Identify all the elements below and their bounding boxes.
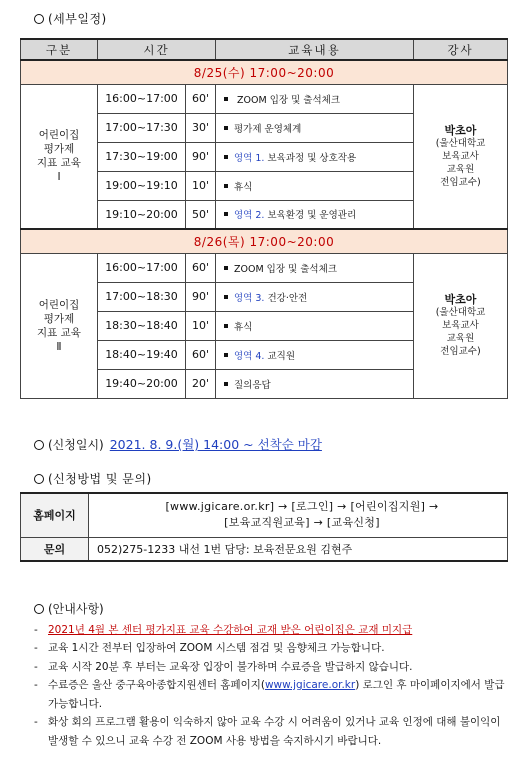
notice-text xyxy=(48,676,509,713)
content-cell xyxy=(216,340,414,369)
content-cell xyxy=(216,142,414,171)
duration-cell: 30' xyxy=(186,113,216,142)
notice-section xyxy=(34,600,509,750)
time-cell: 19:40~20:00 xyxy=(98,369,186,398)
header-category: 구분 xyxy=(21,39,98,60)
header-time: 시간 xyxy=(98,39,216,60)
group-line: Ⅰ xyxy=(57,171,61,184)
duration-cell: 20' xyxy=(186,369,216,398)
day1-group xyxy=(21,84,98,229)
square-bullet-icon xyxy=(224,382,228,386)
content-cell xyxy=(216,113,414,142)
group-line: 어린이집 xyxy=(38,298,80,311)
content-cell xyxy=(216,311,414,340)
content-cell xyxy=(216,369,414,398)
duration-cell: 50' xyxy=(186,200,216,229)
lecturer-line: 보육교사 xyxy=(442,150,479,162)
time-cell: 18:40~19:40 xyxy=(98,340,186,369)
dash-bullet: - xyxy=(34,623,38,636)
content-text: 건강·안전 xyxy=(267,292,308,304)
day2-date: 8/26(목) 17:00~20:00 xyxy=(21,229,508,253)
time-cell: 16:00~17:00 xyxy=(98,84,186,113)
content-cell xyxy=(216,171,414,200)
day2-group xyxy=(21,253,98,398)
notice-text: 화상 회의 프로그램 활용이 익숙하지 않아 교육 수강 시 어려움이 있거나 교육 인정에 대해 불이익이 발생할 수 있으니 교육 수강 전 ZOOM 사용 방법을 숙지하시기 바랍니다. xyxy=(48,716,501,747)
day1-date: 8/25(수) 17:00~20:00 xyxy=(21,60,508,84)
content-text: 보육환경 및 운영관리 xyxy=(267,210,357,222)
group-line: 평가제 xyxy=(43,143,75,156)
circle-bullet-icon xyxy=(34,604,44,614)
group-line: 평가제 xyxy=(43,312,75,325)
homepage-line: [보육교직원교육] → [교육신청] xyxy=(224,516,380,530)
group-line: 지표 교육 xyxy=(37,157,81,170)
time-cell: 17:00~17:30 xyxy=(98,113,186,142)
duration-cell: 60' xyxy=(186,253,216,282)
duration-cell: 90' xyxy=(186,142,216,171)
list-item xyxy=(34,621,509,640)
notice-text: 교육 1시간 전부터 입장하여 ZOOM 시스템 점검 및 음향체크 가능합니다. xyxy=(48,642,385,654)
square-bullet-icon xyxy=(224,295,228,299)
square-bullet-icon xyxy=(224,97,228,101)
homepage-value xyxy=(89,493,508,537)
table-row xyxy=(21,493,508,537)
content-text: 교직원 xyxy=(267,350,296,362)
contact-value: 052)275-1233 내선 1번 담당: 보육전문요원 김현주 xyxy=(89,537,508,561)
detail-title xyxy=(34,10,107,27)
duration-cell: 90' xyxy=(186,282,216,311)
time-cell: 19:00~19:10 xyxy=(98,171,186,200)
content-cell xyxy=(216,282,414,311)
square-bullet-icon xyxy=(224,126,228,130)
day1-lecturer xyxy=(414,84,508,229)
homepage-link[interactable]: www.jgicare.or.kr xyxy=(264,679,356,691)
square-bullet-icon xyxy=(224,212,228,216)
notice-title-text: (안내사항) xyxy=(48,602,104,616)
list-item xyxy=(34,676,509,713)
group-line: Ⅱ xyxy=(56,340,62,353)
homepage-line: [www.jgicare.or.kr] → [로그인] → [어린이집지원] → xyxy=(165,500,439,514)
lecturer-line: 교육원 xyxy=(446,333,475,344)
notice-text: 2021년 4월 본 센터 평가지표 교육 수강하여 교재 받은 어린이집은 교재 미지급 xyxy=(48,623,413,636)
lecturer-line: (울산대학교 xyxy=(435,307,486,318)
lecturer-line: 교육원 xyxy=(446,163,475,175)
dash-bullet: - xyxy=(34,660,38,673)
content-cell xyxy=(216,253,414,282)
content-prefix: 영역 1. xyxy=(234,152,265,164)
square-bullet-icon xyxy=(224,155,228,159)
homepage-label: 홈페이지 xyxy=(21,493,89,537)
apply-period xyxy=(34,435,322,453)
lecturer-line: 전임교수) xyxy=(440,346,481,357)
duration-cell: 10' xyxy=(186,311,216,340)
lecturer-line: (울산대학교 xyxy=(435,137,486,149)
apply-title: (신청일시) xyxy=(48,438,104,452)
circle-bullet-icon xyxy=(34,440,44,450)
dash-bullet: - xyxy=(34,679,38,691)
content-text: ZOOM 입장 및 출석체크 xyxy=(237,94,340,106)
content-text: ZOOM 입장 및 출석체크 xyxy=(234,263,337,275)
lecturer-name: 박초아 xyxy=(444,123,477,137)
notice-text-part: ) 로그인 후 마이페이지에서 발급 가능합니다. xyxy=(48,679,505,710)
day2-lecturer xyxy=(414,253,508,398)
day1-date-row xyxy=(21,60,508,84)
day2-date-row xyxy=(21,229,508,253)
content-text: 평가제 운영체계 xyxy=(234,123,302,135)
square-bullet-icon xyxy=(224,353,228,357)
table-row xyxy=(21,84,508,113)
content-text: 질의응답 xyxy=(234,379,271,391)
method-title xyxy=(34,470,152,487)
square-bullet-icon xyxy=(224,184,228,188)
notice-title xyxy=(34,600,509,619)
content-text: 휴식 xyxy=(234,181,253,193)
table-row xyxy=(21,537,508,561)
time-cell: 17:00~18:30 xyxy=(98,282,186,311)
contact-label: 문의 xyxy=(21,537,89,561)
header-lecturer: 강사 xyxy=(414,39,508,60)
lecturer-line: 전임교수) xyxy=(440,176,481,188)
list-item xyxy=(34,713,509,750)
duration-cell: 60' xyxy=(186,84,216,113)
time-cell: 18:30~18:40 xyxy=(98,311,186,340)
group-line: 어린이집 xyxy=(38,129,80,142)
schedule-table xyxy=(20,38,508,399)
dash-bullet: - xyxy=(34,642,38,654)
circle-bullet-icon xyxy=(34,14,44,24)
square-bullet-icon xyxy=(224,266,228,270)
notice-text: 교육 시작 20분 후 부터는 교육장 입장이 불가하며 수료증을 발급하지 않습니다. xyxy=(48,660,413,673)
apply-date: 2021. 8. 9.(월) 14:00 ~ 선착순 마감 xyxy=(109,437,322,452)
duration-cell: 60' xyxy=(186,340,216,369)
content-cell xyxy=(216,200,414,229)
lecturer-name: 박초아 xyxy=(444,293,477,306)
header-content: 교육내용 xyxy=(216,39,414,60)
table-row xyxy=(21,253,508,282)
content-prefix: 영역 2. xyxy=(234,210,265,222)
schedule-header-row xyxy=(21,39,508,60)
time-cell: 19:10~20:00 xyxy=(98,200,186,229)
list-item xyxy=(34,639,509,658)
lecturer-line: 보육교사 xyxy=(442,320,479,331)
content-prefix: 영역 3. xyxy=(234,292,265,304)
list-item xyxy=(34,658,509,677)
detail-title-text: (세부일정) xyxy=(48,12,107,26)
content-text: 보육과정 및 상호작용 xyxy=(267,152,357,164)
content-cell xyxy=(216,84,414,113)
time-cell: 16:00~17:00 xyxy=(98,253,186,282)
method-title-text: (신청방법 및 문의) xyxy=(48,472,152,486)
group-line: 지표 교육 xyxy=(37,326,81,339)
duration-cell: 10' xyxy=(186,171,216,200)
dash-bullet: - xyxy=(34,716,38,728)
time-cell: 17:30~19:00 xyxy=(98,142,186,171)
notice-text-part: 수료증은 울산 중구육아종합지원센터 홈페이지( xyxy=(48,679,265,691)
content-text: 휴식 xyxy=(234,321,253,333)
content-prefix: 영역 4. xyxy=(234,350,265,362)
circle-bullet-icon xyxy=(34,474,44,484)
square-bullet-icon xyxy=(224,324,228,328)
method-table xyxy=(20,492,508,562)
